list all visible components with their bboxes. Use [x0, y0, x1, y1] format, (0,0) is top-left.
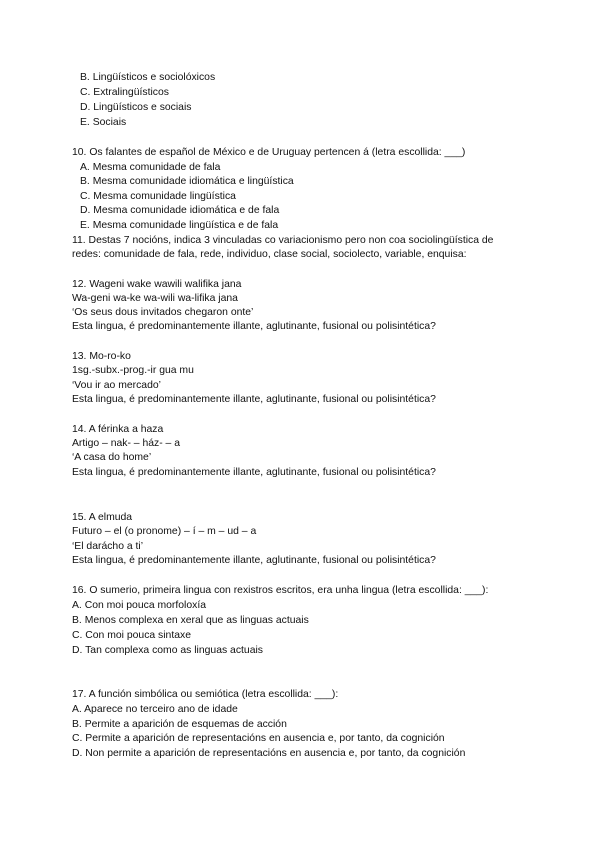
- option-d: D. Lingüísticos e sociais: [80, 102, 192, 113]
- q10-option-a: A. Mesma comunidade de fala: [80, 162, 221, 173]
- question-14-gloss: Artigo – nak- – ház- – a: [72, 438, 181, 449]
- q17-option-d: D. Non permite a aparición de representacións en ausencia e, por tanto, da cognición: [72, 748, 466, 759]
- question-13-title: 13. Mo-ro-ko: [72, 351, 131, 362]
- question-13-question: Esta lingua, é predominantemente illante, aglutinante, fusional ou polisintética?: [72, 394, 436, 405]
- question-11-line1: 11. Destas 7 nocións, indica 3 vinculadas co variacionismo pero non coa sociolingüística de: [72, 235, 494, 246]
- question-12-question: Esta lingua, é predominantemente illante, aglutinante, fusional ou polisintética?: [72, 321, 436, 332]
- question-12-gloss: Wa-geni wa-ke wa-wili wa-lifika jana: [72, 293, 238, 304]
- q17-option-a: A. Aparece no terceiro ano de idade: [72, 704, 238, 715]
- q10-option-b: B. Mesma comunidade idiomática e lingüística: [80, 176, 294, 187]
- question-12-translation: ‘Os seus dous invitados chegaron onte’: [72, 307, 254, 318]
- question-17-stem: 17. A función simbólica ou semiótica (letra escollida: ___):: [72, 689, 339, 700]
- question-13-gloss: 1sg.-subx.-prog.-ir gua mu: [72, 365, 194, 376]
- option-e: E. Sociais: [80, 117, 127, 128]
- question-10-stem: 10. Os falantes de español de México e de Uruguay pertencen á (letra escollida: ___): [72, 147, 466, 158]
- q10-option-d: D. Mesma comunidade idiomática e de fala: [80, 205, 280, 216]
- q16-option-b: B. Menos complexa en xeral que as linguas actuais: [72, 615, 309, 626]
- question-15-title: 15. A elmuda: [72, 512, 133, 523]
- q10-option-c: C. Mesma comunidade lingüística: [80, 191, 236, 202]
- question-15-translation: ‘El darácho a ti’: [72, 541, 144, 552]
- question-13-translation: ‘Vou ir ao mercado’: [72, 380, 161, 391]
- option-c: C. Extralingüísticos: [80, 87, 169, 98]
- q17-option-b: B. Permite a aparición de esquemas de acción: [72, 719, 287, 730]
- q10-option-e: E. Mesma comunidade lingüística e de fala: [80, 220, 279, 231]
- question-15-gloss: Futuro – el (o pronome) – í – m – ud – a: [72, 526, 257, 537]
- question-16-stem: 16. O sumerio, primeira lingua con rexistros escritos, era unha lingua (letra escollida: ___):: [72, 585, 489, 596]
- option-b: B. Lingüísticos e sociolóxicos: [80, 72, 216, 83]
- q16-option-c: C. Con moi pouca sintaxe: [72, 630, 191, 641]
- question-14-question: Esta lingua, é predominantemente illante, aglutinante, fusional ou polisintética?: [72, 467, 436, 478]
- q17-option-c: C. Permite a aparición de representacións en ausencia e, por tanto, da cognición: [72, 733, 445, 744]
- question-14-translation: ‘A casa do home’: [72, 452, 152, 463]
- question-12-title: 12. Wageni wake wawili walifika jana: [72, 279, 242, 290]
- q16-option-d: D. Tan complexa como as linguas actuais: [72, 645, 263, 656]
- question-15-question: Esta lingua, é predominantemente illante, aglutinante, fusional ou polisintética?: [72, 555, 436, 566]
- q16-option-a: A. Con moi pouca morfoloxía: [72, 600, 206, 611]
- question-11-line2: redes: comunidade de fala, rede, individuo, clase social, sociolecto, variable, enquisa:: [72, 249, 467, 260]
- question-14-title: 14. A férinka a haza: [72, 424, 164, 435]
